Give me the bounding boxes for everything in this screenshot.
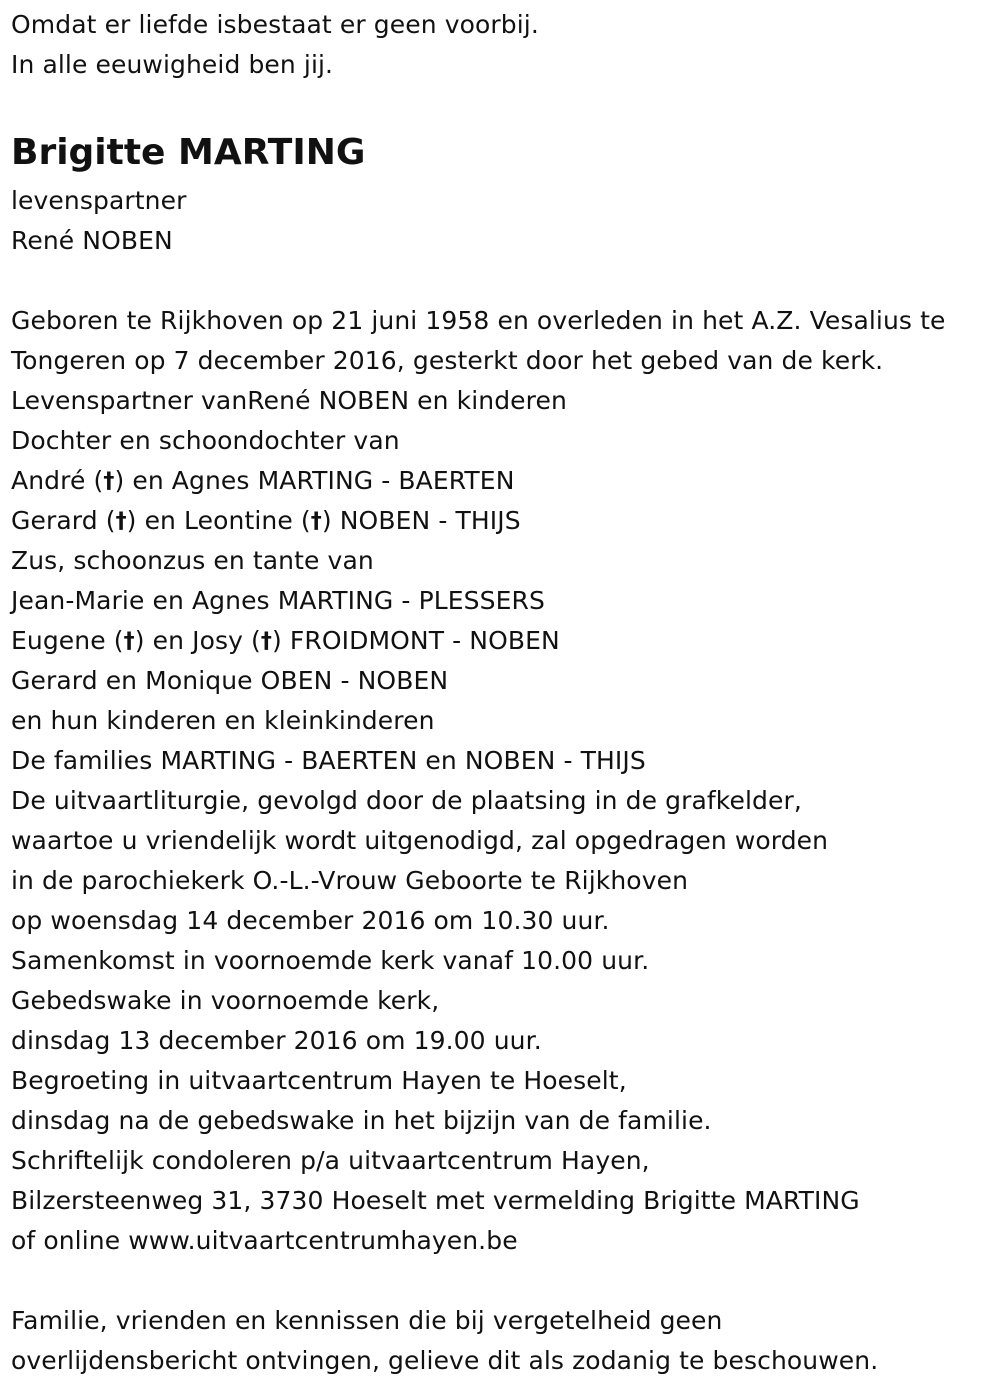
- parents-line: [11, 461, 991, 501]
- obituary-notice: [11, 0, 991, 1381]
- text-segment: ) NOBEN - THIJS: [321, 506, 521, 535]
- vigil-line: Gebedswake in voornoemde kerk,: [11, 986, 440, 1015]
- relation-label: levenspartner: [11, 186, 187, 215]
- service-line: waartoe u vriendelijk wordt uitgenodigd, zal opgedragen worden: [11, 826, 829, 855]
- greeting-line: dinsdag na de gebedswake in het bijzijn van de familie.: [11, 1106, 712, 1135]
- spacer: [11, 261, 991, 301]
- vigil-line: dinsdag 13 december 2016 om 19.00 uur.: [11, 1026, 542, 1055]
- condolence-line: Schriftelijk condoleren p/a uitvaartcentrum Hayen,: [11, 1146, 650, 1175]
- spacer: [11, 1261, 991, 1301]
- service-line: in de parochiekerk O.-L.-Vrouw Geboorte te Rijkhoven: [11, 866, 689, 895]
- cross-icon: †: [310, 509, 322, 534]
- text-segment: Gerard (: [11, 506, 116, 535]
- birth-line: Tongeren op 7 december 2016, gesterkt door het gebed van de kerk.: [11, 346, 884, 375]
- grandchildren-line: en hun kinderen en kleinkinderen: [11, 706, 435, 735]
- text-segment: Eugene (: [11, 626, 124, 655]
- sibling-line: [11, 621, 991, 661]
- sister-line: Zus, schoonzus en tante van: [11, 546, 374, 575]
- text-segment: ) FROIDMONT - NOBEN: [272, 626, 560, 655]
- closing-line: Familie, vrienden en kennissen die bij vergetelheid geen: [11, 1306, 723, 1335]
- deceased-name: Brigitte MARTING: [11, 132, 366, 173]
- closing-line: overlijdensbericht ontvingen, gelieve dit als zodanig te beschouwen.: [11, 1346, 879, 1375]
- service-line: De uitvaartliturgie, gevolgd door de plaatsing in de grafkelder,: [11, 786, 802, 815]
- condolence-line: Bilzersteenweg 31, 3730 Hoeselt met vermelding Brigitte MARTING: [11, 1186, 860, 1215]
- text-segment: André (: [11, 466, 104, 495]
- cross-icon: †: [123, 629, 135, 654]
- text-segment: ) en Agnes MARTING - BAERTEN: [114, 466, 515, 495]
- partner-line: Levenspartner vanRené NOBEN en kinderen: [11, 386, 567, 415]
- sibling-line: Gerard en Monique OBEN - NOBEN: [11, 666, 449, 695]
- daughter-line: Dochter en schoondochter van: [11, 426, 400, 455]
- text-segment: ) en Josy (: [134, 626, 261, 655]
- partner-name: René NOBEN: [11, 226, 173, 255]
- poem: [11, 5, 991, 85]
- cross-icon: †: [115, 509, 127, 534]
- poem-line: Omdat er liefde isbestaat er geen voorbij.: [11, 10, 539, 39]
- families-line: De families MARTING - BAERTEN en NOBEN - THIJS: [11, 746, 646, 775]
- cross-icon: †: [260, 629, 273, 654]
- sibling-line: Jean-Marie en Agnes MARTING - PLESSERS: [11, 586, 545, 615]
- closing-note: [11, 1301, 991, 1381]
- text-segment: ) en Leontine (: [126, 506, 311, 535]
- birth-line: Geboren te Rijkhoven op 21 juni 1958 en overleden in het A.Z. Vesalius te: [11, 306, 946, 335]
- gathering-line: Samenkomst in voornoemde kerk vanaf 10.00 uur.: [11, 946, 650, 975]
- greeting-line: Begroeting in uitvaartcentrum Hayen te Hoeselt,: [11, 1066, 627, 1095]
- poem-line: In alle eeuwigheid ben jij.: [11, 50, 334, 79]
- cross-icon: †: [103, 469, 115, 494]
- service-line: op woensdag 14 december 2016 om 10.30 uur.: [11, 906, 610, 935]
- parents-line: [11, 501, 991, 541]
- condolence-line: of online www.uitvaartcentrumhayen.be: [11, 1226, 518, 1255]
- obituary-body: [11, 301, 991, 1261]
